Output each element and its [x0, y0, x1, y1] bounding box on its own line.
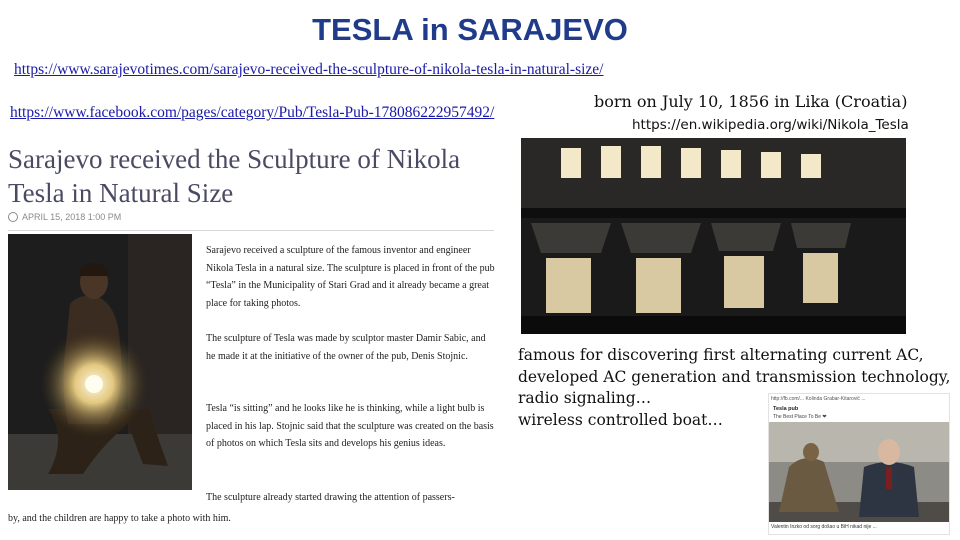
article-date-text: APRIL 15, 2018 1:00 PM — [22, 212, 122, 222]
slide-title: TESLA in SARAJEVO — [312, 12, 628, 47]
fb-page-name: Tesla pub — [773, 406, 799, 412]
clock-icon — [8, 212, 18, 222]
article-paragraph: The sculpture of Tesla was made by sculptor master Damir Sabic, and he made it at the initiative of the owner of the pub, Denis Stojnic. — [206, 333, 486, 362]
article-date — [8, 212, 121, 222]
article-paragraph: Tesla “is sitting” and he looks like he is thinking, while a light bulb is placed in his lap. Stojnic said that the sculpture was created on the basis of photos on which Tesla sits and develops his genius ideas. — [206, 403, 494, 449]
fb-post-caption: Valentin Inzko od sorg došao u BiH nikad nije ... — [771, 524, 877, 530]
fact-line: radio signaling… — [518, 389, 652, 407]
fb-post-url: http://fb.com/... Kolinda Grabar-Kitarović ... — [771, 396, 866, 402]
article-paragraph: by, and the children are happy to take a photo with him. — [8, 513, 231, 524]
article-paragraph: The sculpture already started drawing the attention of passers- — [206, 492, 455, 503]
facebook-link[interactable]: https://www.facebook.com/pages/category/Pub/Tesla-Pub-178086222957492/ — [10, 104, 495, 121]
birth-info: born on July 10, 1856 in Lika (Croatia) — [594, 92, 908, 111]
fb-photo-illustration — [769, 422, 949, 522]
tesla-pub-night-photo — [521, 138, 906, 334]
article-screenshot — [8, 138, 498, 536]
pub-illustration — [521, 138, 906, 334]
facebook-post-screenshot — [768, 393, 950, 535]
sarajevotimes-link[interactable]: https://www.sarajevotimes.com/sarajevo-received-the-sculpture-of-nikola-tesla-in-natural-size/ — [14, 61, 604, 78]
article-title: Sarajevo received the Sculpture of Nikola Tesla in Natural Size — [8, 144, 461, 208]
fact-line: famous for discovering first alternating current AC, — [518, 346, 924, 364]
article-divider — [8, 230, 494, 231]
wikipedia-link[interactable]: https://en.wikipedia.org/wiki/Nikola_Tesla — [632, 117, 909, 133]
fb-post-photo — [769, 422, 949, 522]
fact-line: developed AC generation and transmission technology, — [518, 367, 951, 386]
article-paragraph: Sarajevo received a sculpture of the famous inventor and engineer Nikola Tesla in a natural size. The sculpture is placed in front of the pub “Tesla” in the Municipality of Stari Grad and it already became a great place for taking photos. — [206, 245, 495, 309]
fb-post-subtitle: The Best Place To Be ❤ — [773, 414, 827, 420]
sculpture-illustration — [8, 234, 192, 490]
fact-line: wireless controlled boat… — [518, 410, 723, 429]
tesla-sculpture-photo — [8, 234, 192, 490]
